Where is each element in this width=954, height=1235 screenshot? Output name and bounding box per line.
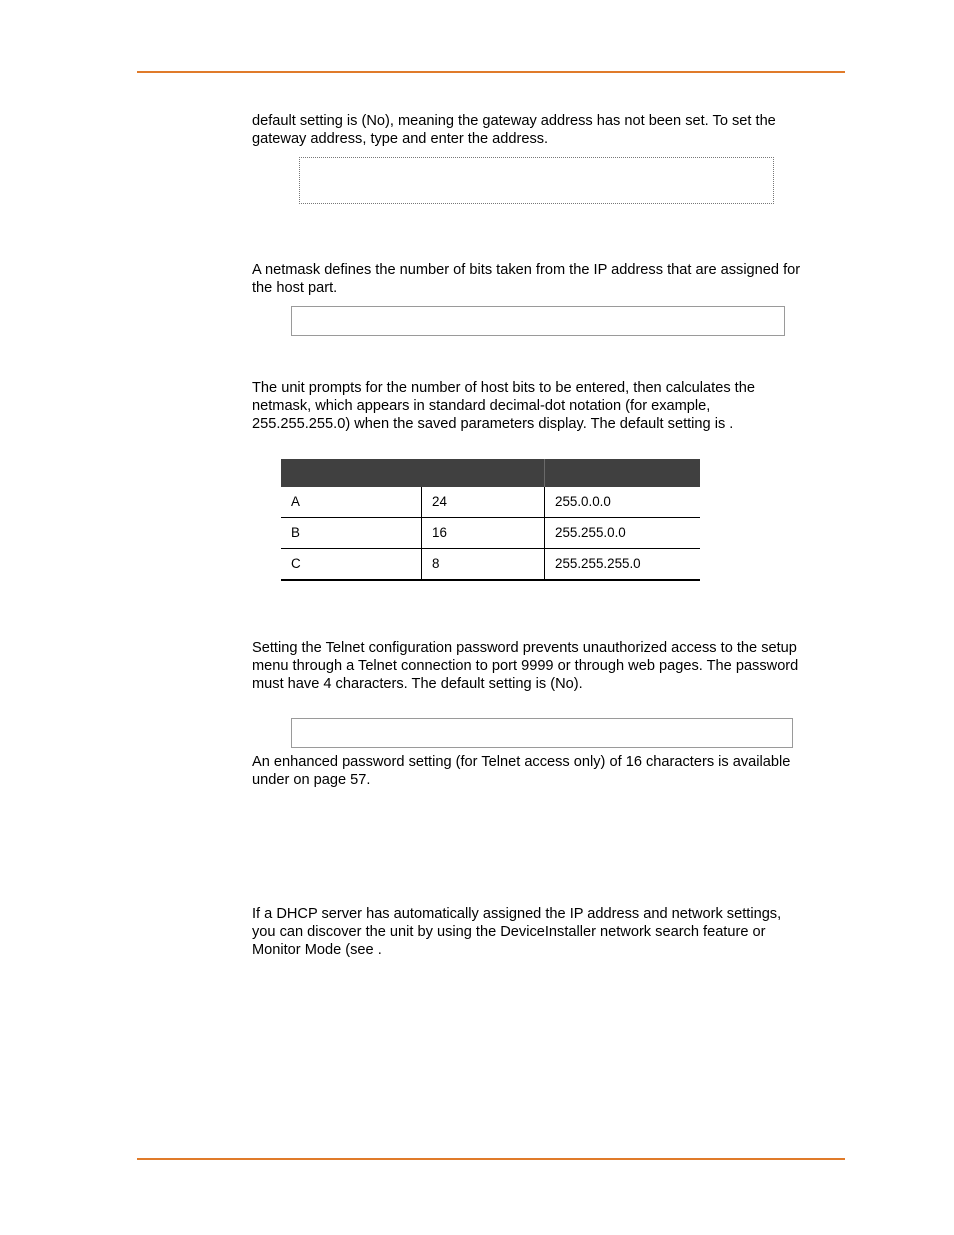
netmask-cell: 255.255.255.0 xyxy=(545,549,701,581)
network-class-cell: C xyxy=(281,549,422,581)
table-header-row xyxy=(281,459,700,487)
host-bits-cell: 16 xyxy=(422,518,545,549)
netmask-cell: 255.0.0.0 xyxy=(545,487,701,518)
table-row xyxy=(281,487,700,518)
telnet-paragraph: Setting the Telnet configuration password prevents unauthorized access to the setup menu through a Telnet connection to port 9999 or through web pages. The password must have 4 characters. The default setting is (No). xyxy=(252,640,799,692)
table-header-cell xyxy=(545,459,701,487)
netmask-cell: 255.255.0.0 xyxy=(545,518,701,549)
enhanced-password-paragraph: An enhanced password setting (for Telnet access only) of 16 characters is available under on page 57. xyxy=(252,754,791,788)
netmask-prompt-paragraph: The unit prompts for the number of host bits to be entered, then calculates the netmask, which appears in standard decimal-dot notation (for example, 255.255.255.0) when the saved parameters display. The default setting is . xyxy=(252,380,755,432)
netmask-table xyxy=(281,459,700,581)
table-row xyxy=(281,549,700,581)
host-bits-cell: 24 xyxy=(422,487,545,518)
table-header-cell xyxy=(281,459,545,487)
network-class-cell: B xyxy=(281,518,422,549)
table-row xyxy=(281,518,700,549)
netmask-command-box xyxy=(291,306,785,336)
host-bits-cell: 8 xyxy=(422,549,545,581)
gateway-command-box xyxy=(299,157,774,204)
gateway-paragraph: default setting is (No), meaning the gateway address has not been set. To set the gateway address, type and enter the address. xyxy=(252,113,776,147)
header-rule xyxy=(137,71,845,73)
dhcp-paragraph: If a DHCP server has automatically assigned the IP address and network settings, you can discover the unit by using the DeviceInstaller network search feature or Monitor Mode (see . xyxy=(252,906,782,958)
netmask-intro-paragraph: A netmask defines the number of bits taken from the IP address that are assigned for the host part. xyxy=(252,262,801,296)
telnet-command-box xyxy=(291,718,793,748)
footer-rule xyxy=(137,1158,845,1160)
network-class-cell: A xyxy=(281,487,422,518)
